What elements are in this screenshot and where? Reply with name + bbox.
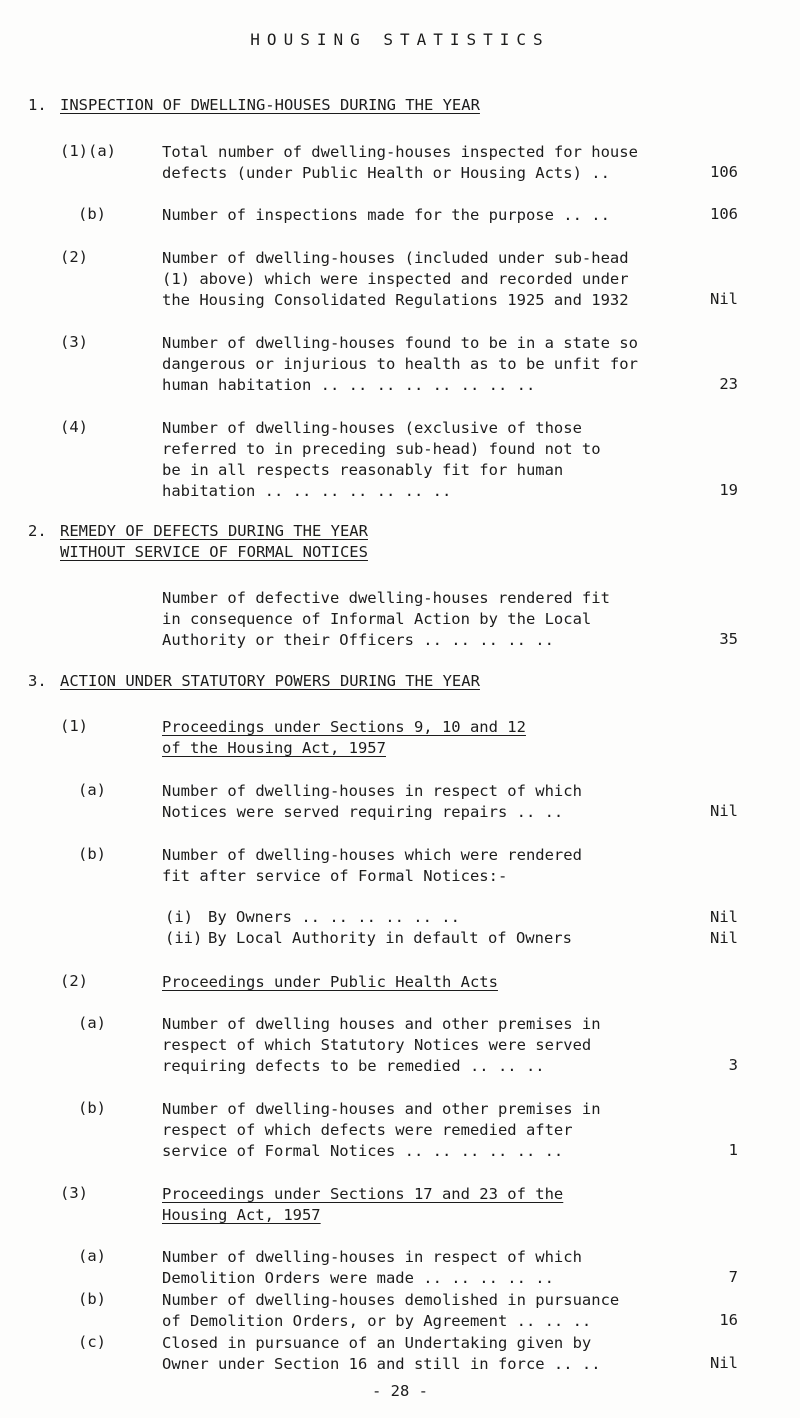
item-1b-text	[162, 205, 682, 226]
section-2-heading-line1: REMEDY OF DEFECTS DURING THE YEAR	[60, 522, 368, 540]
section-2-heading-line2: WITHOUT SERVICE OF FORMAL NOTICES	[60, 543, 368, 561]
text-line: Authority or their Officers .. .. .. .. ..	[162, 631, 554, 649]
item-4-text	[162, 418, 682, 502]
part-3c-label: (c)	[78, 1333, 106, 1351]
part-2b-text	[162, 1099, 682, 1162]
section-3-heading: ACTION UNDER STATUTORY POWERS DURING THE YEAR	[60, 672, 480, 690]
part-3-heading-line1: Proceedings under Sections 17 and 23 of the	[162, 1185, 564, 1203]
part-2-label: (2)	[60, 972, 88, 990]
text-line: Closed in pursuance of an Undertaking given by	[162, 1334, 592, 1352]
part-1a-label: (a)	[78, 781, 106, 799]
part-1b-i-label: (i)	[165, 908, 193, 926]
text-line: Number of dwelling-houses (included under sub-head	[162, 249, 629, 267]
part-2b-label: (b)	[78, 1099, 106, 1117]
part-1-heading-line2: of the Housing Act, 1957	[162, 739, 386, 757]
part-1b-i-text: By Owners .. .. .. .. .. ..	[208, 908, 460, 926]
text-line: Number of dwelling-houses in respect of which	[162, 782, 582, 800]
section-1-number: 1.	[28, 96, 47, 114]
text-line: (1) above) which were inspected and recorded under	[162, 270, 629, 288]
part-1a-text	[162, 781, 682, 823]
part-3b-value: 16	[719, 1311, 738, 1329]
part-3c-text	[162, 1333, 682, 1375]
text-line: service of Formal Notices .. .. .. .. .. ..	[162, 1142, 564, 1160]
text-line: Owner under Section 16 and still in force .. ..	[162, 1355, 601, 1373]
text-line: of Demolition Orders, or by Agreement .. .. ..	[162, 1312, 592, 1330]
part-3b-label: (b)	[78, 1290, 106, 1308]
part-2a-label: (a)	[78, 1014, 106, 1032]
item-1a-text	[162, 142, 682, 184]
item-3-value: 23	[719, 375, 738, 393]
text-line: respect of which Statutory Notices were served	[162, 1036, 592, 1054]
part-1-heading-line1: Proceedings under Sections 9, 10 and 12	[162, 718, 526, 736]
part-3a-text	[162, 1247, 682, 1289]
text-line: dangerous or injurious to health as to be unfit for	[162, 355, 638, 373]
part-1a-value: Nil	[710, 802, 738, 820]
page-title: HOUSING STATISTICS	[250, 30, 550, 49]
page-number: - 28 -	[372, 1382, 428, 1400]
part-1b-ii-label: (ii)	[165, 929, 203, 947]
text-line: Number of dwelling-houses found to be in a state so	[162, 334, 638, 352]
text-line: fit after service of Formal Notices:-	[162, 867, 508, 885]
item-2-label: (2)	[60, 248, 88, 266]
text-line: in consequence of Informal Action by the Local	[162, 610, 592, 628]
text-line: habitation .. .. .. .. .. .. ..	[162, 482, 452, 500]
text-line: the Housing Consolidated Regulations 1925 and 1932	[162, 291, 629, 309]
item-4-label: (4)	[60, 418, 88, 436]
part-1b-ii-value: Nil	[710, 929, 738, 947]
text-line: Number of dwelling houses and other premises in	[162, 1015, 601, 1033]
text-line: Number of inspections made for the purpose .. ..	[162, 206, 610, 224]
item-1a-value: 106	[710, 163, 738, 181]
item-4-value: 19	[719, 481, 738, 499]
text-line: Demolition Orders were made .. .. .. .. ..	[162, 1269, 554, 1287]
section-1-heading: INSPECTION OF DWELLING-HOUSES DURING THE YEAR	[60, 96, 480, 114]
text-line: Notices were served requiring repairs .. ..	[162, 803, 564, 821]
part-2-heading: Proceedings under Public Health Acts	[162, 973, 498, 991]
text-line: referred to in preceding sub-head) found not to	[162, 440, 601, 458]
text-line: Number of dwelling-houses demolished in pursuance	[162, 1291, 620, 1309]
item-1a-label: (1)(a)	[60, 142, 116, 160]
part-2a-value: 3	[728, 1056, 738, 1074]
text-line: respect of which defects were remedied after	[162, 1121, 573, 1139]
part-1b-i-value: Nil	[710, 908, 738, 926]
part-3-label: (3)	[60, 1184, 88, 1202]
section-2-text	[162, 588, 682, 651]
text-line: defects (under Public Health or Housing Acts) ..	[162, 164, 610, 182]
part-1-label: (1)	[60, 717, 88, 735]
text-line: Number of dwelling-houses and other premises in	[162, 1100, 601, 1118]
item-2-text	[162, 248, 682, 311]
part-2a-text	[162, 1014, 682, 1077]
text-line: Number of dwelling-houses (exclusive of those	[162, 419, 582, 437]
part-2b-value: 1	[728, 1141, 738, 1159]
part-3b-text	[162, 1290, 682, 1332]
text-line: Total number of dwelling-houses inspected for house	[162, 143, 638, 161]
section-3-number: 3.	[28, 672, 47, 690]
item-3-text	[162, 333, 682, 396]
text-line: Number of dwelling-houses in respect of which	[162, 1248, 582, 1266]
part-3a-value: 7	[728, 1268, 738, 1286]
part-1b-ii-text: By Local Authority in default of Owners	[208, 929, 572, 947]
part-3a-label: (a)	[78, 1247, 106, 1265]
item-1b-label: (b)	[78, 205, 106, 223]
text-line: Number of defective dwelling-houses rendered fit	[162, 589, 610, 607]
item-3-label: (3)	[60, 333, 88, 351]
text-line: Number of dwelling-houses which were rendered	[162, 846, 582, 864]
item-2-value: Nil	[710, 290, 738, 308]
section-2-number: 2.	[28, 522, 47, 540]
item-1b-value: 106	[710, 205, 738, 223]
text-line: be in all respects reasonably fit for human	[162, 461, 564, 479]
part-3-heading-line2: Housing Act, 1957	[162, 1206, 321, 1224]
part-3c-value: Nil	[710, 1354, 738, 1372]
text-line: requiring defects to be remedied .. .. ..	[162, 1057, 545, 1075]
text-line: human habitation .. .. .. .. .. .. .. ..	[162, 376, 536, 394]
part-1b-text	[162, 845, 682, 887]
section-2-value: 35	[719, 630, 738, 648]
part-1b-label: (b)	[78, 845, 106, 863]
